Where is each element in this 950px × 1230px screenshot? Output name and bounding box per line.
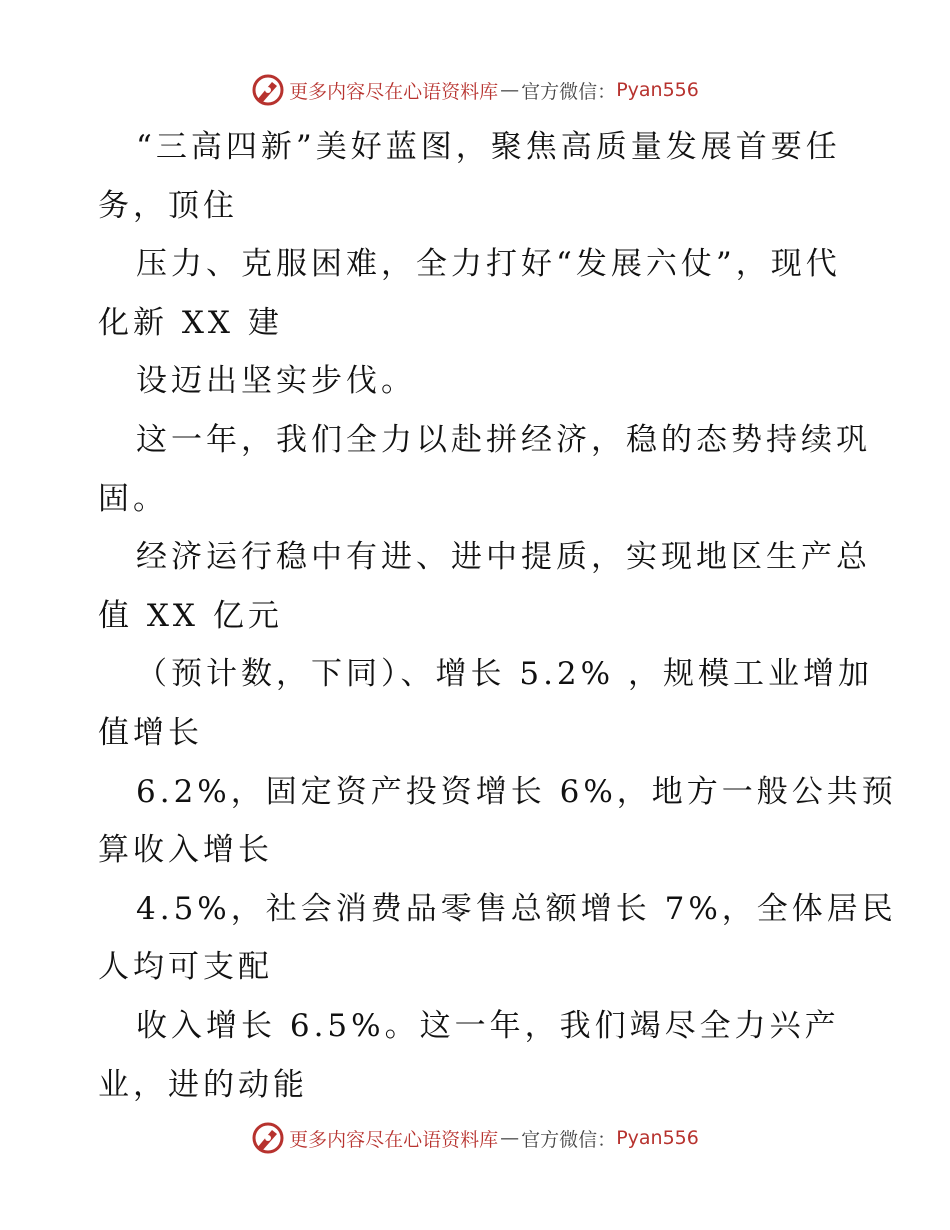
banner-dash: — — [500, 79, 520, 101]
banner-wechat-label: 官方微信： — [521, 1128, 617, 1151]
text-line: “三高四新”美好蓝图，聚焦高质量发展首要任 — [136, 129, 841, 165]
banner-wechat-id: Pyan556 — [616, 1127, 699, 1149]
banner-wechat-label: 官方微信： — [521, 80, 617, 103]
text-line: 经济运行稳中有进、进中提质，实现地区生产总 — [136, 539, 871, 576]
text-line: 化新 XX 建 — [98, 304, 283, 341]
pen-logo-icon — [251, 1121, 285, 1155]
footer-banner — [0, 1118, 950, 1158]
header-banner — [0, 70, 950, 110]
text-line: 算收入增长 — [98, 832, 273, 869]
document-body — [98, 118, 897, 1114]
text-line: 设迈出坚实步伐。 — [136, 363, 416, 400]
text-line: 值 XX 亿元 — [98, 597, 283, 634]
text-line: 压力、克服困难，全力打好“发展六仗”，现代 — [136, 246, 841, 283]
text-line: 业，进的动能 — [98, 1066, 308, 1103]
banner-dash: — — [500, 1127, 520, 1149]
text-line: （预计数，下同）、增长 5.2% ，规模工业增加 — [136, 656, 873, 693]
text-line: 固。 — [98, 480, 168, 517]
banner-main-text: 更多内容尽在心语资料库 — [289, 80, 499, 103]
text-line: 这一年，我们全力以赴拼经济，稳的态势持续巩 — [136, 421, 871, 458]
text-line: 务，顶住 — [98, 187, 238, 224]
text-line: 值增长 — [98, 714, 203, 751]
pen-logo-icon — [251, 73, 285, 107]
banner-main-text: 更多内容尽在心语资料库 — [289, 1128, 499, 1151]
text-line: 6.2%，固定资产投资增长 6%，地方一般公共预 — [136, 773, 897, 810]
text-line: 4.5%，社会消费品零售总额增长 7%，全体居民 — [136, 890, 897, 927]
text-line: 人均可支配 — [98, 949, 273, 986]
text-line: 收入增长 6.5%。这一年，我们竭尽全力兴产 — [136, 1007, 840, 1044]
banner-wechat-id: Pyan556 — [616, 79, 699, 101]
